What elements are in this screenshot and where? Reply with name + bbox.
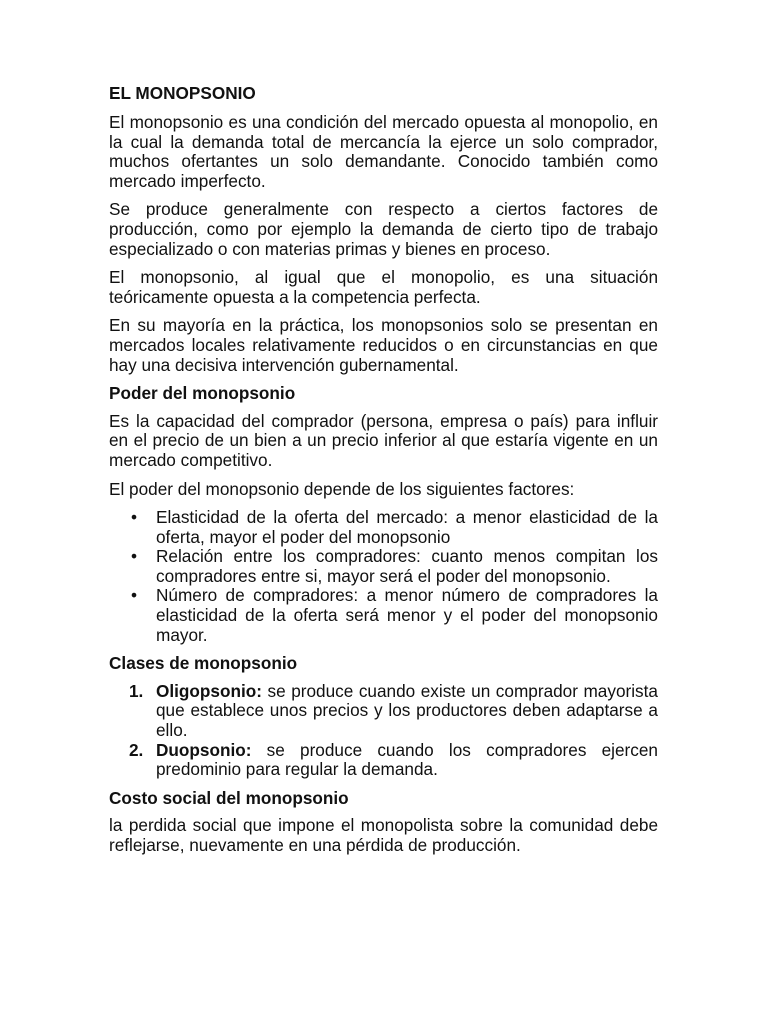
- poder-paragraph-2: El poder del monopsonio depende de los siguientes factores:: [109, 478, 575, 499]
- intro-paragraph-4: En su mayoría en la práctica, los monopsonios solo se presentan en mercados locales relativamente reducidos o en circunstancias en que hay una decisiva intervención gubernamental.: [109, 315, 658, 375]
- section-heading-costo: Costo social del monopsonio: [109, 787, 349, 808]
- intro-paragraph-3: El monopsonio, al igual que el monopolio, es una situación teóricamente opuesta a la competencia perfecta.: [109, 267, 658, 307]
- term-oligopsonio: Oligopsonio:: [156, 680, 262, 701]
- list-item: [109, 741, 658, 780]
- bullet-icon: •: [131, 585, 138, 606]
- list-item-text: Relación entre los compradores: cuanto menos compitan los compradores entre si, mayor será el poder del monopsonio.: [156, 546, 658, 586]
- term-definition: se produce cuando existe un comprador mayorista que establece unos precios y los productores deben adaptarse a ello.: [156, 680, 658, 741]
- intro-paragraph-2: Se produce generalmente con respecto a ciertos factores de producción, como por ejemplo la demanda de cierto tipo de trabajo especializado o con materias primas y bienes en proceso.: [109, 199, 658, 259]
- list-item-text: Número de compradores: a menor número de compradores la elasticidad de la oferta será menor y el poder del monopsonio mayor.: [156, 585, 658, 645]
- list-number: 2.: [129, 739, 144, 760]
- term-definition: se produce cuando los compradores ejercen predominio para regular la demanda.: [156, 739, 658, 780]
- document-title: EL MONOPSONIO: [109, 83, 256, 103]
- list-item-text: Elasticidad de la oferta del mercado: a menor elasticidad de la oferta, mayor el poder del monopsonio: [156, 507, 658, 547]
- list-item: [109, 547, 658, 586]
- list-number: 1.: [129, 680, 144, 701]
- section-heading-poder: Poder del monopsonio: [109, 383, 296, 404]
- classes-list: [109, 682, 658, 780]
- bullet-icon: •: [131, 546, 138, 567]
- section-heading-clases: Clases de monopsonio: [109, 653, 298, 674]
- poder-paragraph-1: Es la capacidad del comprador (persona, empresa o país) para influir en el precio de un bien a un precio inferior al que estaría vigente en un mercado competitivo.: [109, 410, 658, 470]
- bullet-icon: •: [131, 507, 138, 528]
- document-page: [109, 82, 658, 865]
- list-item: [109, 682, 658, 741]
- costo-paragraph: la perdida social que impone el monopolista sobre la comunidad debe reflejarse, nuevamente en una pérdida de producción.: [109, 815, 658, 855]
- list-item: [109, 508, 658, 547]
- intro-paragraph-1: El monopsonio es una condición del mercado opuesta al monopolio, en la cual la demanda total de mercancía la ejerce un solo comprador, muchos ofertantes un solo demandante. Conocido también como mercado imperfecto.: [109, 112, 658, 191]
- factors-list: [109, 508, 658, 645]
- list-item: [109, 586, 658, 645]
- term-duopsonio: Duopsonio:: [156, 739, 252, 760]
